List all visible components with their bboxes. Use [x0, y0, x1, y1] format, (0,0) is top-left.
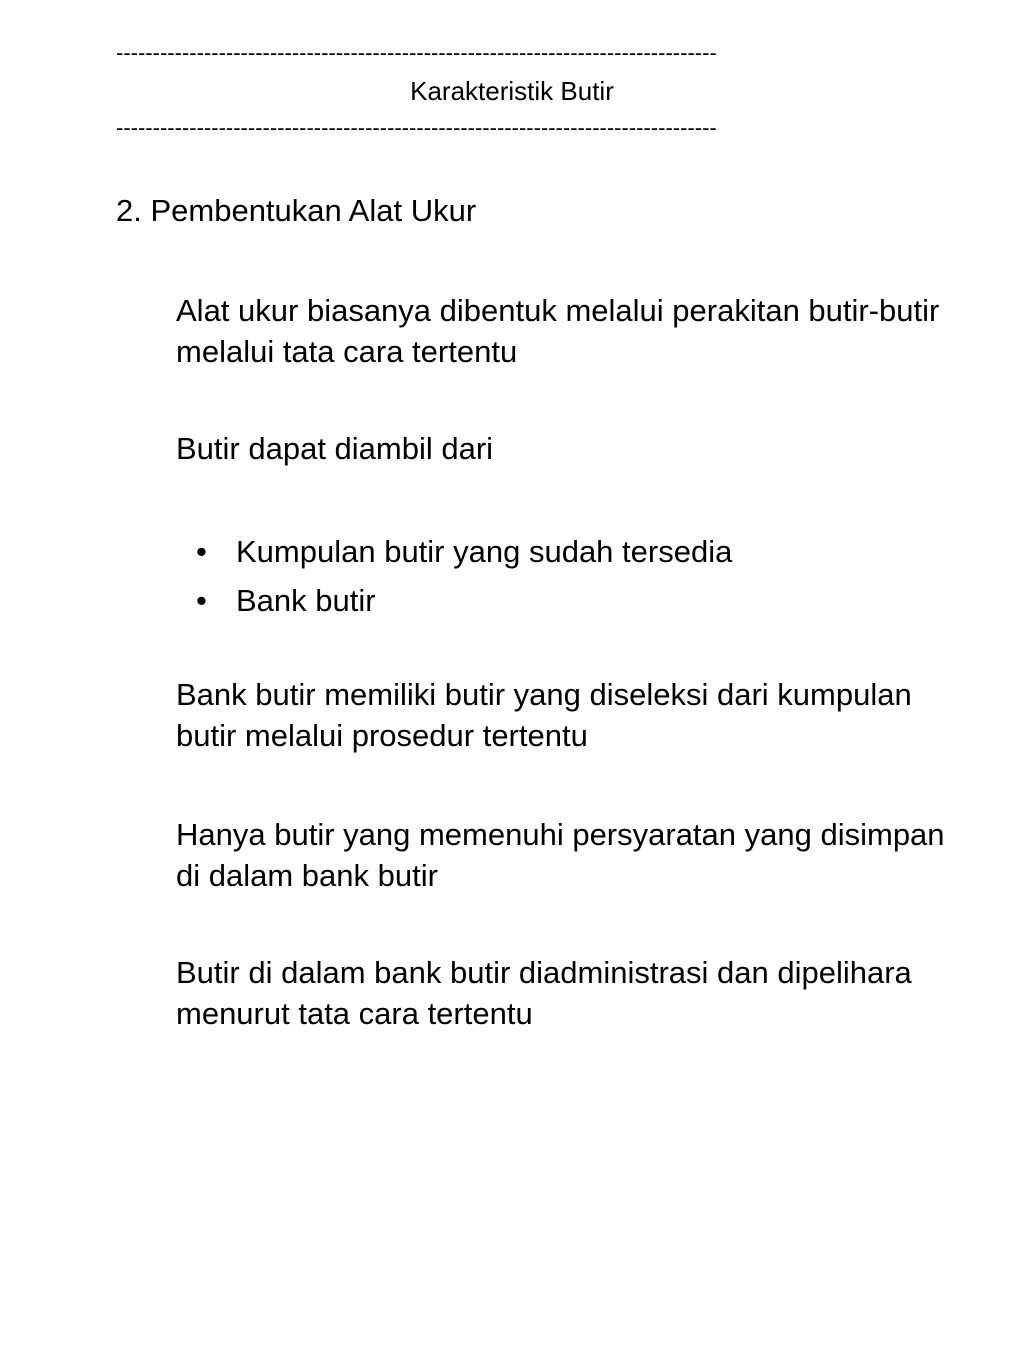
- bullet-icon: •: [196, 583, 207, 618]
- paragraph-assembly: Alat ukur biasanya dibentuk melalui perakitan butir-butir melalui tata cara tertentu: [176, 293, 940, 369]
- header-rule-bottom: ----------------------------------------------------------------------------------: [116, 115, 717, 140]
- source-list: [196, 527, 732, 625]
- header-rule-top: ----------------------------------------------------------------------------------: [116, 40, 717, 65]
- paragraph-bank-requirements: Hanya butir yang memenuhi persyaratan yang disimpan di dalam bank butir: [176, 817, 945, 893]
- list-item: [196, 527, 732, 576]
- list-item-text: Bank butir: [236, 583, 376, 618]
- paragraph-bank-selection: Bank butir memiliki butir yang diseleksi dari kumpulan butir melalui prosedur tertentu: [176, 677, 912, 753]
- page-title: Karakteristik Butir: [410, 76, 614, 106]
- section-heading: 2. Pembentukan Alat Ukur: [116, 193, 477, 228]
- bullet-icon: •: [196, 534, 207, 569]
- list-item: [196, 576, 732, 625]
- paragraph-bank-administration: Butir di dalam bank butir diadministrasi dan dipelihara menurut tata cara tertentu: [176, 955, 912, 1031]
- paragraph-source: Butir dapat diambil dari: [176, 431, 494, 466]
- list-item-text: Kumpulan butir yang sudah tersedia: [236, 534, 733, 569]
